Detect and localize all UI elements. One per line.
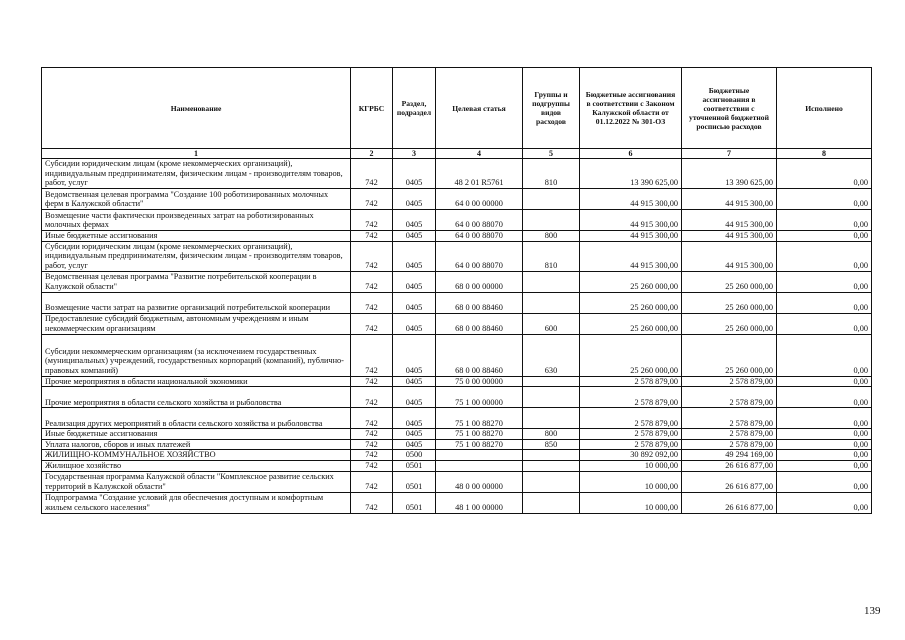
table-row	[42, 159, 872, 189]
header-celevaya: Целевая статья	[436, 68, 523, 149]
row-celevaya: 75 0 00 00000	[436, 376, 523, 387]
row-ispolneno: 0,00	[777, 292, 872, 313]
row-vid	[523, 460, 580, 471]
row-vid: 810	[523, 159, 580, 189]
table-row	[42, 334, 872, 376]
row-ispolneno: 0,00	[777, 471, 872, 492]
row-name: Уплата налогов, сборов и иных платежей	[42, 439, 351, 450]
row-name: Иные бюджетные ассигнования	[42, 231, 351, 242]
row-name: Жилищное хозяйство	[42, 460, 351, 471]
table-body	[42, 159, 872, 514]
row-razdel: 0501	[393, 460, 436, 471]
header-row	[42, 68, 872, 149]
table-row	[42, 271, 872, 292]
row-ispolneno: 0,00	[777, 241, 872, 271]
table-row	[42, 313, 872, 334]
row-budget: 44 915 300,00	[580, 241, 682, 271]
row-razdel: 0405	[393, 334, 436, 376]
row-kgrbs: 742	[351, 189, 393, 210]
row-celevaya	[436, 460, 523, 471]
row-utoch: 2 578 879,00	[682, 408, 777, 429]
row-utoch: 2 578 879,00	[682, 429, 777, 440]
row-kgrbs: 742	[351, 210, 393, 231]
row-budget: 10 000,00	[580, 460, 682, 471]
row-ispolneno: 0,00	[777, 376, 872, 387]
row-celevaya	[436, 450, 523, 461]
row-razdel: 0405	[393, 241, 436, 271]
row-kgrbs: 742	[351, 334, 393, 376]
row-utoch: 44 915 300,00	[682, 241, 777, 271]
row-celevaya: 75 1 00 88270	[436, 439, 523, 450]
row-ispolneno: 0,00	[777, 189, 872, 210]
row-name: Подпрограмма "Создание условий для обеспечения доступным и комфортным жильем сельского населения"	[42, 492, 351, 513]
table-row	[42, 292, 872, 313]
row-name: Прочие мероприятия в области сельского хозяйства и рыболовства	[42, 387, 351, 408]
row-razdel: 0405	[393, 210, 436, 231]
table-row	[42, 189, 872, 210]
row-celevaya: 68 0 00 00000	[436, 271, 523, 292]
column-number: 4	[436, 149, 523, 159]
row-razdel: 0405	[393, 429, 436, 440]
row-utoch: 2 578 879,00	[682, 387, 777, 408]
table-row	[42, 408, 872, 429]
row-name: Возмещение части фактически произведенных затрат на роботизированных молочных фермах	[42, 210, 351, 231]
row-vid	[523, 450, 580, 461]
row-budget: 25 260 000,00	[580, 334, 682, 376]
row-kgrbs: 742	[351, 429, 393, 440]
table-row	[42, 471, 872, 492]
row-razdel: 0405	[393, 376, 436, 387]
row-name: Субсидии некоммерческим организациям (за исключением государственных (муниципальных) учреждений, государственных корпораций (компаний), публично-правовых компаний)	[42, 334, 351, 376]
row-ispolneno: 0,00	[777, 271, 872, 292]
row-vid: 810	[523, 241, 580, 271]
row-ispolneno: 0,00	[777, 460, 872, 471]
row-budget: 25 260 000,00	[580, 292, 682, 313]
row-vid	[523, 210, 580, 231]
row-kgrbs: 742	[351, 376, 393, 387]
header-ispolneno: Исполнено	[777, 68, 872, 149]
row-celevaya: 75 1 00 88270	[436, 429, 523, 440]
row-ispolneno: 0,00	[777, 334, 872, 376]
row-vid: 600	[523, 313, 580, 334]
row-utoch: 25 260 000,00	[682, 292, 777, 313]
row-razdel: 0405	[393, 439, 436, 450]
row-vid: 800	[523, 231, 580, 242]
page-number: 139	[864, 605, 881, 617]
row-kgrbs: 742	[351, 460, 393, 471]
row-celevaya: 75 1 00 88270	[436, 408, 523, 429]
row-kgrbs: 742	[351, 271, 393, 292]
row-vid: 630	[523, 334, 580, 376]
row-celevaya: 64 0 00 00000	[436, 189, 523, 210]
column-number: 1	[42, 149, 351, 159]
row-razdel: 0500	[393, 450, 436, 461]
row-utoch: 13 390 625,00	[682, 159, 777, 189]
row-vid	[523, 376, 580, 387]
row-utoch: 26 616 877,00	[682, 471, 777, 492]
row-name: ЖИЛИЩНО-КОММУНАЛЬНОЕ ХОЗЯЙСТВО	[42, 450, 351, 461]
row-celevaya: 64 0 00 88070	[436, 231, 523, 242]
row-vid	[523, 471, 580, 492]
row-ispolneno: 0,00	[777, 492, 872, 513]
table-row	[42, 376, 872, 387]
row-budget: 44 915 300,00	[580, 231, 682, 242]
row-name: Прочие мероприятия в области национальной экономики	[42, 376, 351, 387]
row-celevaya: 68 0 00 88460	[436, 313, 523, 334]
row-name: Государственная программа Калужской области "Комплексное развитие сельских территорий в Калужской области"	[42, 471, 351, 492]
row-ispolneno: 0,00	[777, 159, 872, 189]
row-budget: 25 260 000,00	[580, 271, 682, 292]
row-ispolneno: 0,00	[777, 387, 872, 408]
row-kgrbs: 742	[351, 292, 393, 313]
row-kgrbs: 742	[351, 313, 393, 334]
row-razdel: 0405	[393, 231, 436, 242]
row-celevaya: 48 2 01 R5761	[436, 159, 523, 189]
column-number: 6	[580, 149, 682, 159]
row-ispolneno: 0,00	[777, 450, 872, 461]
column-number: 3	[393, 149, 436, 159]
row-utoch: 44 915 300,00	[682, 210, 777, 231]
row-ispolneno: 0,00	[777, 313, 872, 334]
row-celevaya: 48 1 00 00000	[436, 492, 523, 513]
row-kgrbs: 742	[351, 492, 393, 513]
row-budget: 30 892 092,00	[580, 450, 682, 461]
row-razdel: 0501	[393, 492, 436, 513]
header-vid: Группы и подгруппы видов расходов	[523, 68, 580, 149]
row-utoch: 44 915 300,00	[682, 231, 777, 242]
row-budget: 10 000,00	[580, 492, 682, 513]
row-razdel: 0405	[393, 408, 436, 429]
table-row	[42, 439, 872, 450]
row-kgrbs: 742	[351, 387, 393, 408]
header-kgrbs: КГРБС	[351, 68, 393, 149]
header-name: Наименование	[42, 68, 351, 149]
row-razdel: 0405	[393, 313, 436, 334]
column-number: 7	[682, 149, 777, 159]
row-kgrbs: 742	[351, 471, 393, 492]
table-row	[42, 241, 872, 271]
row-celevaya: 48 0 00 00000	[436, 471, 523, 492]
table-row	[42, 429, 872, 440]
header-budget: Бюджетные ассигнования в соответствии с Законом Калужской области от 01.12.2022 № 301-ОЗ	[580, 68, 682, 149]
row-budget: 10 000,00	[580, 471, 682, 492]
column-number: 8	[777, 149, 872, 159]
row-budget: 2 578 879,00	[580, 387, 682, 408]
row-kgrbs: 742	[351, 159, 393, 189]
budget-table	[41, 67, 872, 514]
row-utoch: 2 578 879,00	[682, 439, 777, 450]
row-kgrbs: 742	[351, 408, 393, 429]
row-utoch: 25 260 000,00	[682, 313, 777, 334]
row-budget: 2 578 879,00	[580, 439, 682, 450]
row-celevaya: 64 0 00 88070	[436, 210, 523, 231]
row-razdel: 0405	[393, 387, 436, 408]
row-celevaya: 68 0 00 88460	[436, 292, 523, 313]
row-budget: 2 578 879,00	[580, 429, 682, 440]
row-budget: 2 578 879,00	[580, 376, 682, 387]
table-row	[42, 492, 872, 513]
row-utoch: 44 915 300,00	[682, 189, 777, 210]
row-budget: 44 915 300,00	[580, 189, 682, 210]
row-ispolneno: 0,00	[777, 231, 872, 242]
row-name: Реализация других мероприятий в области сельского хозяйства и рыболовства	[42, 408, 351, 429]
row-vid: 850	[523, 439, 580, 450]
row-celevaya: 64 0 00 88070	[436, 241, 523, 271]
table-row	[42, 460, 872, 471]
row-vid	[523, 492, 580, 513]
row-razdel: 0405	[393, 271, 436, 292]
row-kgrbs: 742	[351, 439, 393, 450]
row-vid	[523, 292, 580, 313]
row-name: Предоставление субсидий бюджетным, автономным учреждениям и иным некоммерческим организациям	[42, 313, 351, 334]
row-utoch: 26 616 877,00	[682, 460, 777, 471]
row-name: Возмещение части затрат на развитие организаций потребительской кооперации	[42, 292, 351, 313]
row-kgrbs: 742	[351, 241, 393, 271]
row-budget: 2 578 879,00	[580, 408, 682, 429]
row-utoch: 2 578 879,00	[682, 376, 777, 387]
row-name: Субсидии юридическим лицам (кроме некоммерческих организаций), индивидуальным предпринимателям, физическим лицам - производителям товаров, работ, услуг	[42, 159, 351, 189]
row-celevaya: 75 1 00 00000	[436, 387, 523, 408]
column-number: 2	[351, 149, 393, 159]
row-razdel: 0405	[393, 189, 436, 210]
row-vid	[523, 387, 580, 408]
row-budget: 44 915 300,00	[580, 210, 682, 231]
row-vid	[523, 408, 580, 429]
row-ispolneno: 0,00	[777, 439, 872, 450]
table-row	[42, 231, 872, 242]
row-ispolneno: 0,00	[777, 210, 872, 231]
row-name: Иные бюджетные ассигнования	[42, 429, 351, 440]
row-utoch: 25 260 000,00	[682, 334, 777, 376]
row-name: Субсидии юридическим лицам (кроме некоммерческих организаций), индивидуальным предпринимателям, физическим лицам - производителям товаров, работ, услуг	[42, 241, 351, 271]
row-razdel: 0501	[393, 471, 436, 492]
row-vid: 800	[523, 429, 580, 440]
row-budget: 25 260 000,00	[580, 313, 682, 334]
row-vid	[523, 271, 580, 292]
row-ispolneno: 0,00	[777, 429, 872, 440]
row-utoch: 49 294 169,00	[682, 450, 777, 461]
row-vid	[523, 189, 580, 210]
header-utoch: Бюджетные ассигнования в соответствии с уточненной бюджетной росписью расходов	[682, 68, 777, 149]
header-razdel: Раздел, подраздел	[393, 68, 436, 149]
table-row	[42, 210, 872, 231]
row-utoch: 25 260 000,00	[682, 271, 777, 292]
row-kgrbs: 742	[351, 450, 393, 461]
row-name: Ведомственная целевая программа "Развитие потребительской кооперации в Калужской области"	[42, 271, 351, 292]
row-razdel: 0405	[393, 159, 436, 189]
row-utoch: 26 616 877,00	[682, 492, 777, 513]
row-razdel: 0405	[393, 292, 436, 313]
table-row	[42, 450, 872, 461]
row-budget: 13 390 625,00	[580, 159, 682, 189]
column-number-row	[42, 149, 872, 159]
table-row	[42, 387, 872, 408]
column-number: 5	[523, 149, 580, 159]
row-ispolneno: 0,00	[777, 408, 872, 429]
row-name: Ведомственная целевая программа "Создание 100 роботизированных молочных ферм в Калужской области"	[42, 189, 351, 210]
row-celevaya: 68 0 00 88460	[436, 334, 523, 376]
row-kgrbs: 742	[351, 231, 393, 242]
